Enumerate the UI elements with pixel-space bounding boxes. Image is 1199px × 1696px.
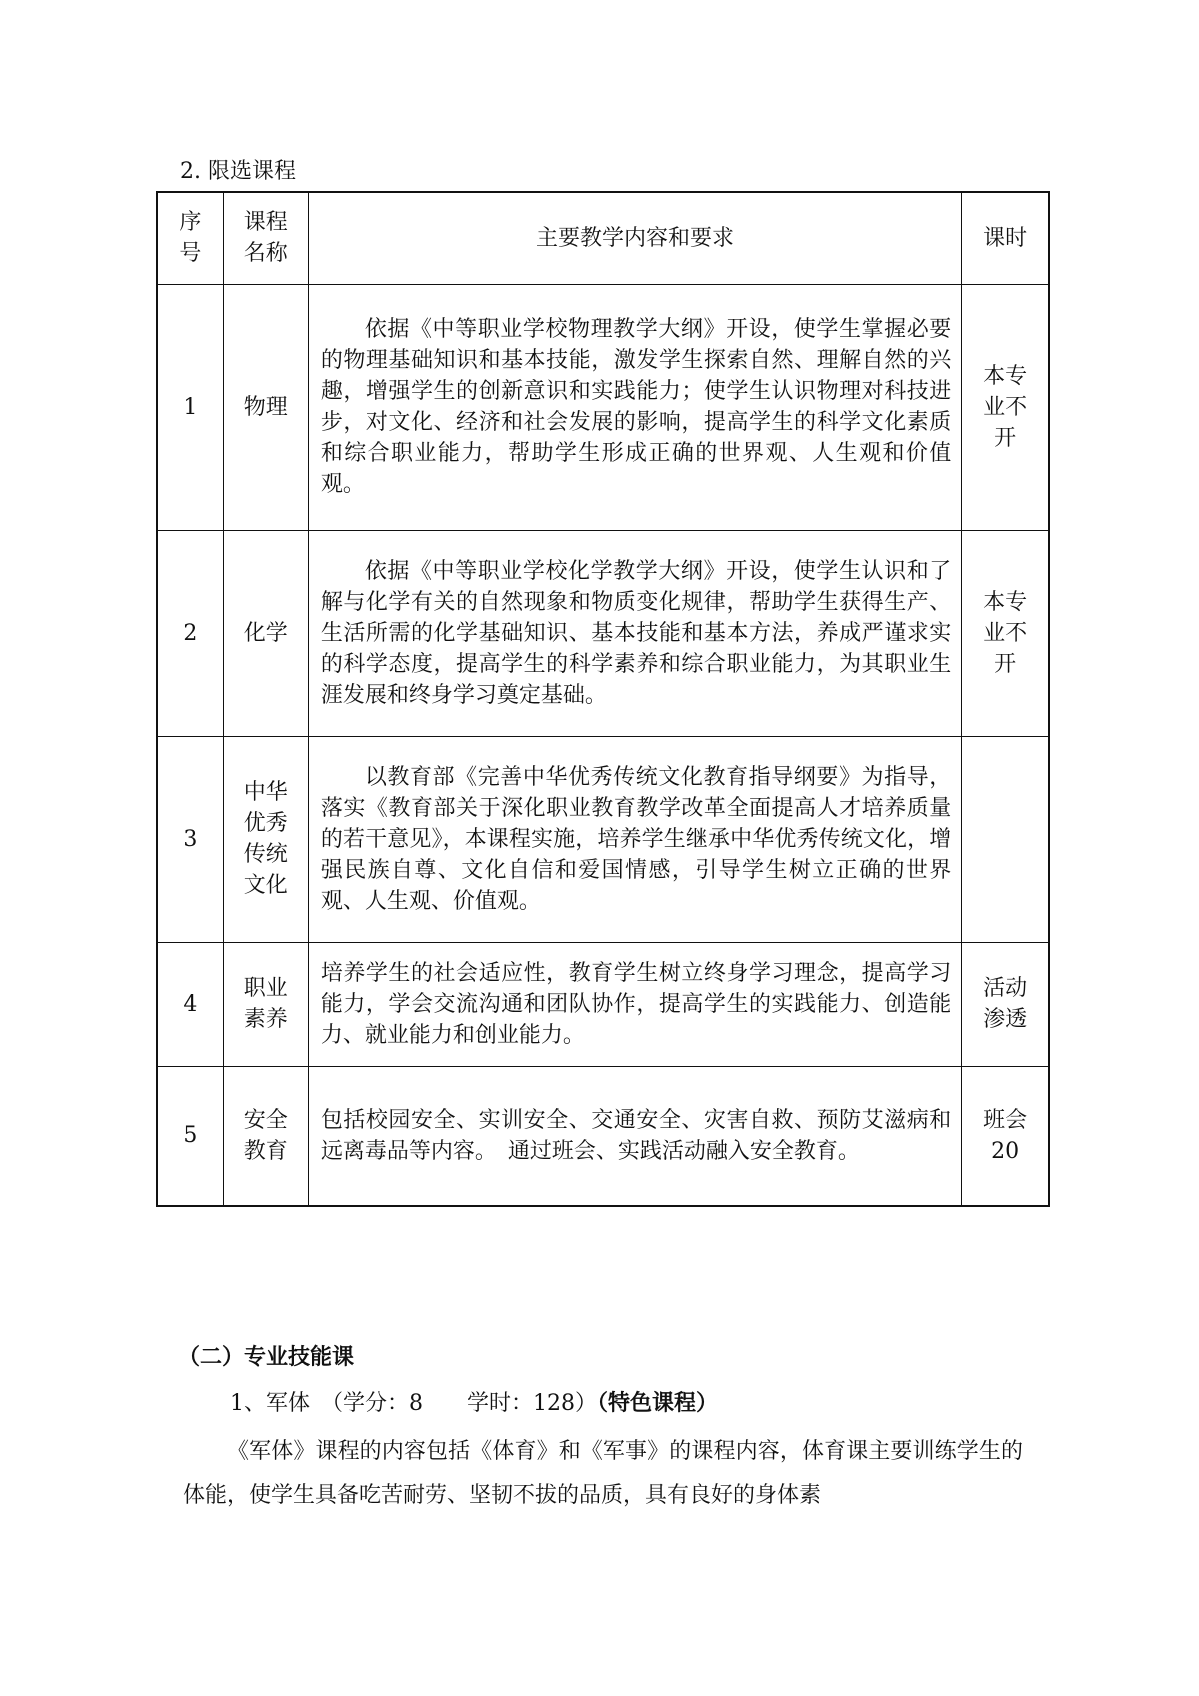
course-name-line: 化学 — [243, 620, 288, 646]
course-name-line: 优秀 — [243, 811, 288, 836]
row-content — [308, 530, 961, 736]
hours-line: 业不 — [983, 620, 1028, 646]
row-course-name — [223, 284, 308, 530]
course-table — [156, 191, 1050, 1207]
header-name: 课程 名称 — [223, 192, 308, 284]
row-course-name — [223, 942, 308, 1066]
content-text: 包括校园安全、实训安全、交通安全、灾害自救、预防艾滋病和远离毒品等内容。 通过班会、实践活动融入安全教育。 — [320, 1107, 952, 1164]
header-hours: 课时 — [962, 192, 1049, 284]
course-name-line: 教育 — [243, 1138, 288, 1164]
course-line — [230, 1389, 718, 1419]
row-hours — [962, 530, 1049, 736]
hours-line: 开 — [994, 651, 1017, 677]
row-index: 3 — [157, 736, 223, 942]
table-row — [157, 736, 1049, 942]
row-content — [308, 942, 961, 1066]
content-text: 依据《中等职业学校物理教学大纲》开设，使学生掌握必要的物理基础知识和基本技能，激发学生探索自然、理解自然的兴趣，增强学生的创新意识和实践能力；使学生认识物理对科技进步，对文化、经济和社会发展的影响，提高学生的科学文化素质和综合职业能力，帮助学生形成正确的世界观、人生观和价值观。 — [320, 317, 952, 497]
row-index: 1 — [157, 284, 223, 530]
course-description: 《军体》课程的内容包括《体育》和《军事》的课程内容，体育课主要训练学生的体能，使学生具备吃苦耐劳、坚韧不拔的品质，具有良好的身体素 — [183, 1439, 1023, 1508]
content-text: 依据《中等职业学校化学教学大纲》开设，使学生认识和了解与化学有关的自然现象和物质变化规律，帮助学生获得生产、生活所需的化学基础知识、基本技能和基本方法，养成严谨求实的科学态度，提高学生的科学素养和综合职业能力，为其职业生涯发展和终身学习奠定基础。 — [320, 558, 952, 708]
row-hours — [962, 736, 1049, 942]
hours-line: 本专 — [983, 589, 1028, 615]
section-title: 2. 限选课程 — [180, 159, 296, 184]
row-hours — [962, 942, 1049, 1066]
table-row — [157, 942, 1049, 1066]
hours-line: 业不 — [983, 394, 1028, 420]
course-name-line: 物理 — [243, 394, 288, 420]
hours-line: 开 — [994, 425, 1017, 451]
row-index: 5 — [157, 1066, 223, 1206]
row-course-name — [223, 530, 308, 736]
course-name-line: 传统 — [243, 842, 288, 867]
hours-line: 本专 — [983, 363, 1028, 389]
header-index: 序 号 — [157, 192, 223, 284]
row-hours — [962, 284, 1049, 530]
header-content: 主要教学内容和要求 — [308, 192, 961, 284]
content-text: 培养学生的社会适应性，教育学生树立终身学习理念，提高学习能力，学会交流沟通和团队协作，提高学生的实践能力、创造能力、就业能力和创业能力。 — [320, 960, 952, 1048]
course-name-line: 安全 — [243, 1107, 288, 1133]
course-name-line: 中华 — [243, 780, 288, 805]
course-name-line: 素养 — [243, 1007, 288, 1032]
row-course-name — [223, 736, 308, 942]
hours-line: 20 — [991, 1138, 1020, 1164]
content-text: 以教育部《完善中华优秀传统文化教育指导纲要》为指导，落实《教育部关于深化职业教育教学改革全面提高人才培养质量的若干意见》，本课程实施，培养学生继承中华优秀传统文化，增强民族自尊、文化自信和爱国情感，引导学生树立正确的世界观、人生观、价值观。 — [320, 764, 952, 914]
row-course-name — [223, 1066, 308, 1206]
course-name-line: 文化 — [243, 873, 288, 898]
row-content — [308, 736, 961, 942]
row-content — [308, 1066, 961, 1206]
table-row — [157, 284, 1049, 530]
subsection-title: （二）专业技能课 — [178, 1345, 355, 1370]
hours-line: 渗透 — [983, 1007, 1028, 1032]
row-hours — [962, 1066, 1049, 1206]
table-header-row — [157, 192, 1049, 284]
course-info: 1、军体 （学分：8 学时：128） — [230, 1391, 597, 1416]
row-content — [308, 284, 961, 530]
table-row — [157, 1066, 1049, 1206]
course-name-line: 职业 — [243, 976, 288, 1001]
hours-line: 活动 — [983, 976, 1028, 1001]
row-index: 4 — [157, 942, 223, 1066]
table-row — [157, 530, 1049, 736]
hours-line: 班会 — [983, 1107, 1028, 1133]
feature-label: （特色课程） — [597, 1391, 719, 1416]
row-index: 2 — [157, 530, 223, 736]
